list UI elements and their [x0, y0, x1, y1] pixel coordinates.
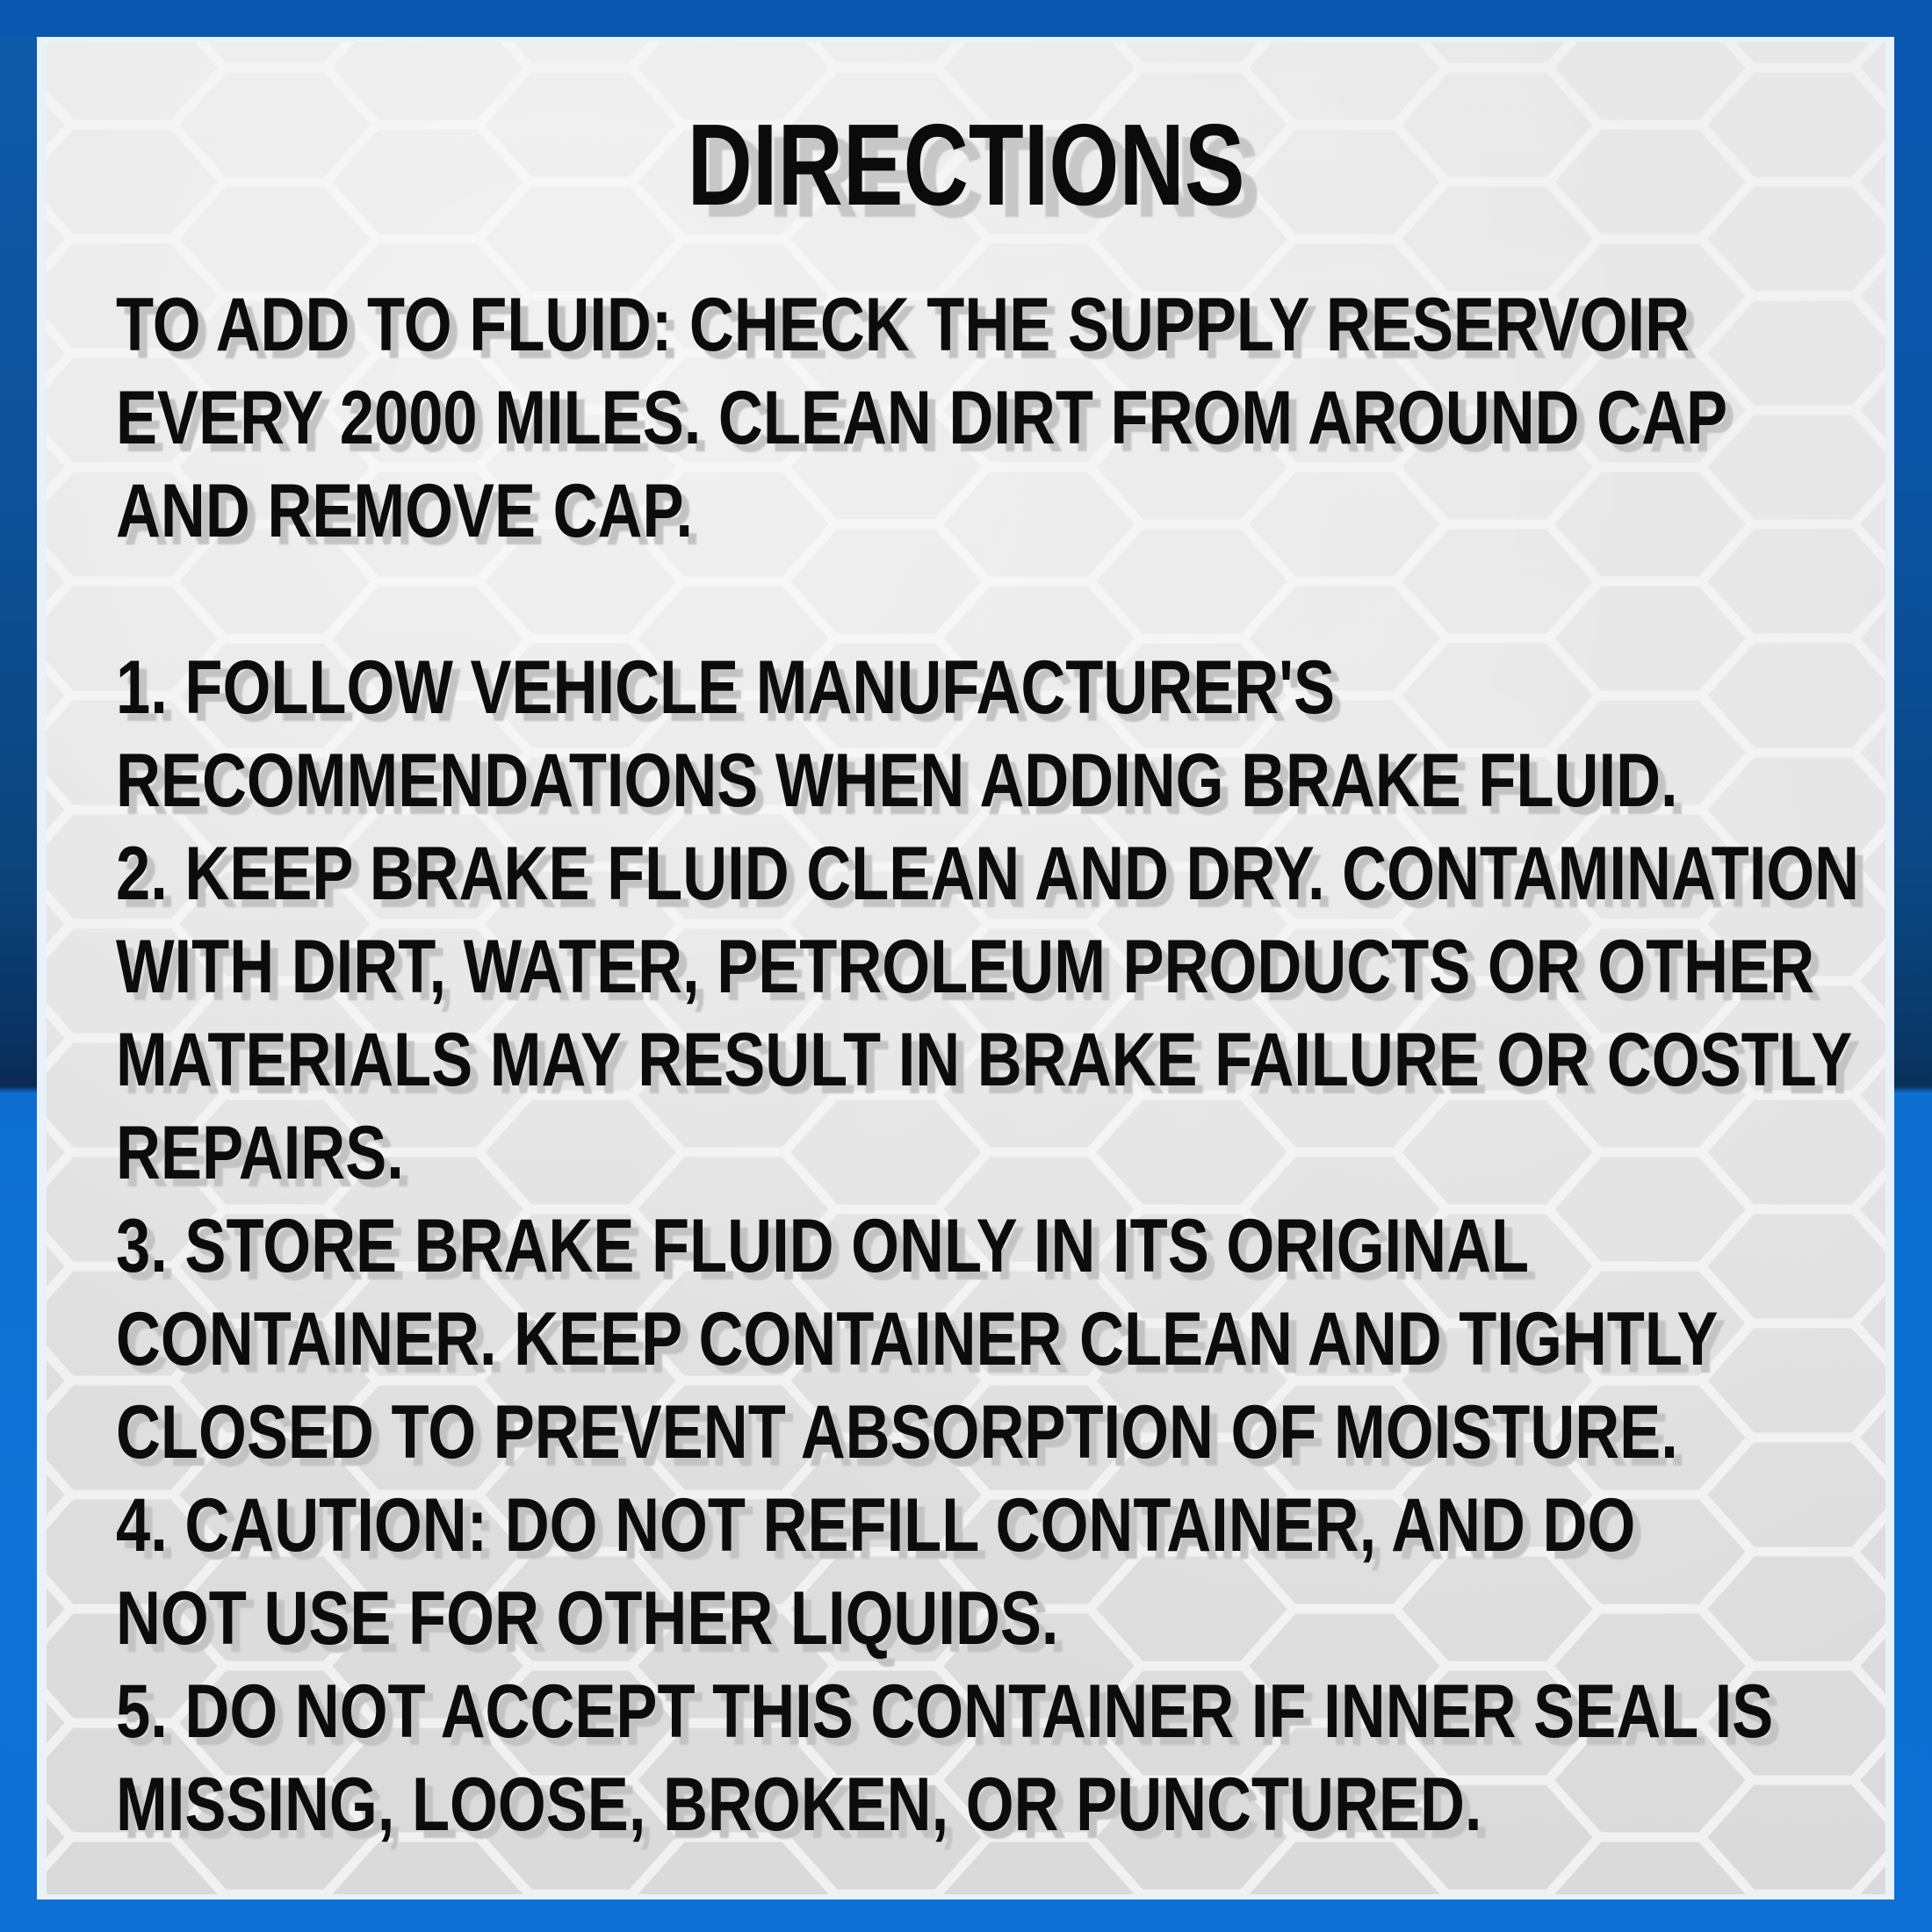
frame-top-border	[0, 0, 1932, 37]
direction-line: 4. CAUTION: DO NOT REFILL CONTAINER, AND DO	[116, 1483, 1636, 1568]
directions-panel	[47, 42, 1885, 1894]
direction-line: MATERIALS MAY RESULT IN BRAKE FAILURE OR COSTLY	[116, 1018, 1853, 1102]
direction-line: WITH DIRT, WATER, PETROLEUM PRODUCTS OR OTHER	[116, 925, 1815, 1009]
frame-bottom-border	[0, 1899, 1932, 1932]
directions-text	[116, 278, 1885, 1851]
direction-line: CLOSED TO PREVENT ABSORPTION OF MOISTURE.	[116, 1390, 1678, 1474]
frame-left-border	[0, 0, 37, 1932]
direction-line: 1. FOLLOW VEHICLE MANUFACTURER'S	[116, 645, 1335, 730]
page-title-text: DIRECTIONS	[687, 100, 1245, 229]
paragraph-gap	[116, 558, 1885, 641]
intro-line: AND REMOVE CAP.	[116, 469, 693, 553]
direction-line: MISSING, LOOSE, BROKEN, OR PUNCTURED.	[116, 1763, 1482, 1847]
intro-line: EVERY 2000 MILES. CLEAN DIRT FROM AROUND CAP	[116, 376, 1728, 460]
direction-line: RECOMMENDATIONS WHEN ADDING BRAKE FLUID.	[116, 739, 1678, 823]
direction-line: CONTAINER. KEEP CONTAINER CLEAN AND TIGHTLY	[116, 1297, 1719, 1381]
direction-line: NOT USE FOR OTHER LIQUIDS.	[116, 1576, 1059, 1661]
direction-line: 5. DO NOT ACCEPT THIS CONTAINER IF INNER SEAL IS	[116, 1669, 1774, 1754]
direction-line: 2. KEEP BRAKE FLUID CLEAN AND DRY. CONTAMINATION	[116, 832, 1860, 916]
direction-line: 3. STORE BRAKE FLUID ONLY IN ITS ORIGINAL	[116, 1204, 1530, 1288]
page-title	[47, 96, 1885, 234]
intro-line: TO ADD TO FLUID: CHECK THE SUPPLY RESERVOIR	[116, 283, 1690, 367]
direction-line: REPAIRS.	[116, 1111, 404, 1195]
frame-right-border	[1894, 0, 1932, 1932]
